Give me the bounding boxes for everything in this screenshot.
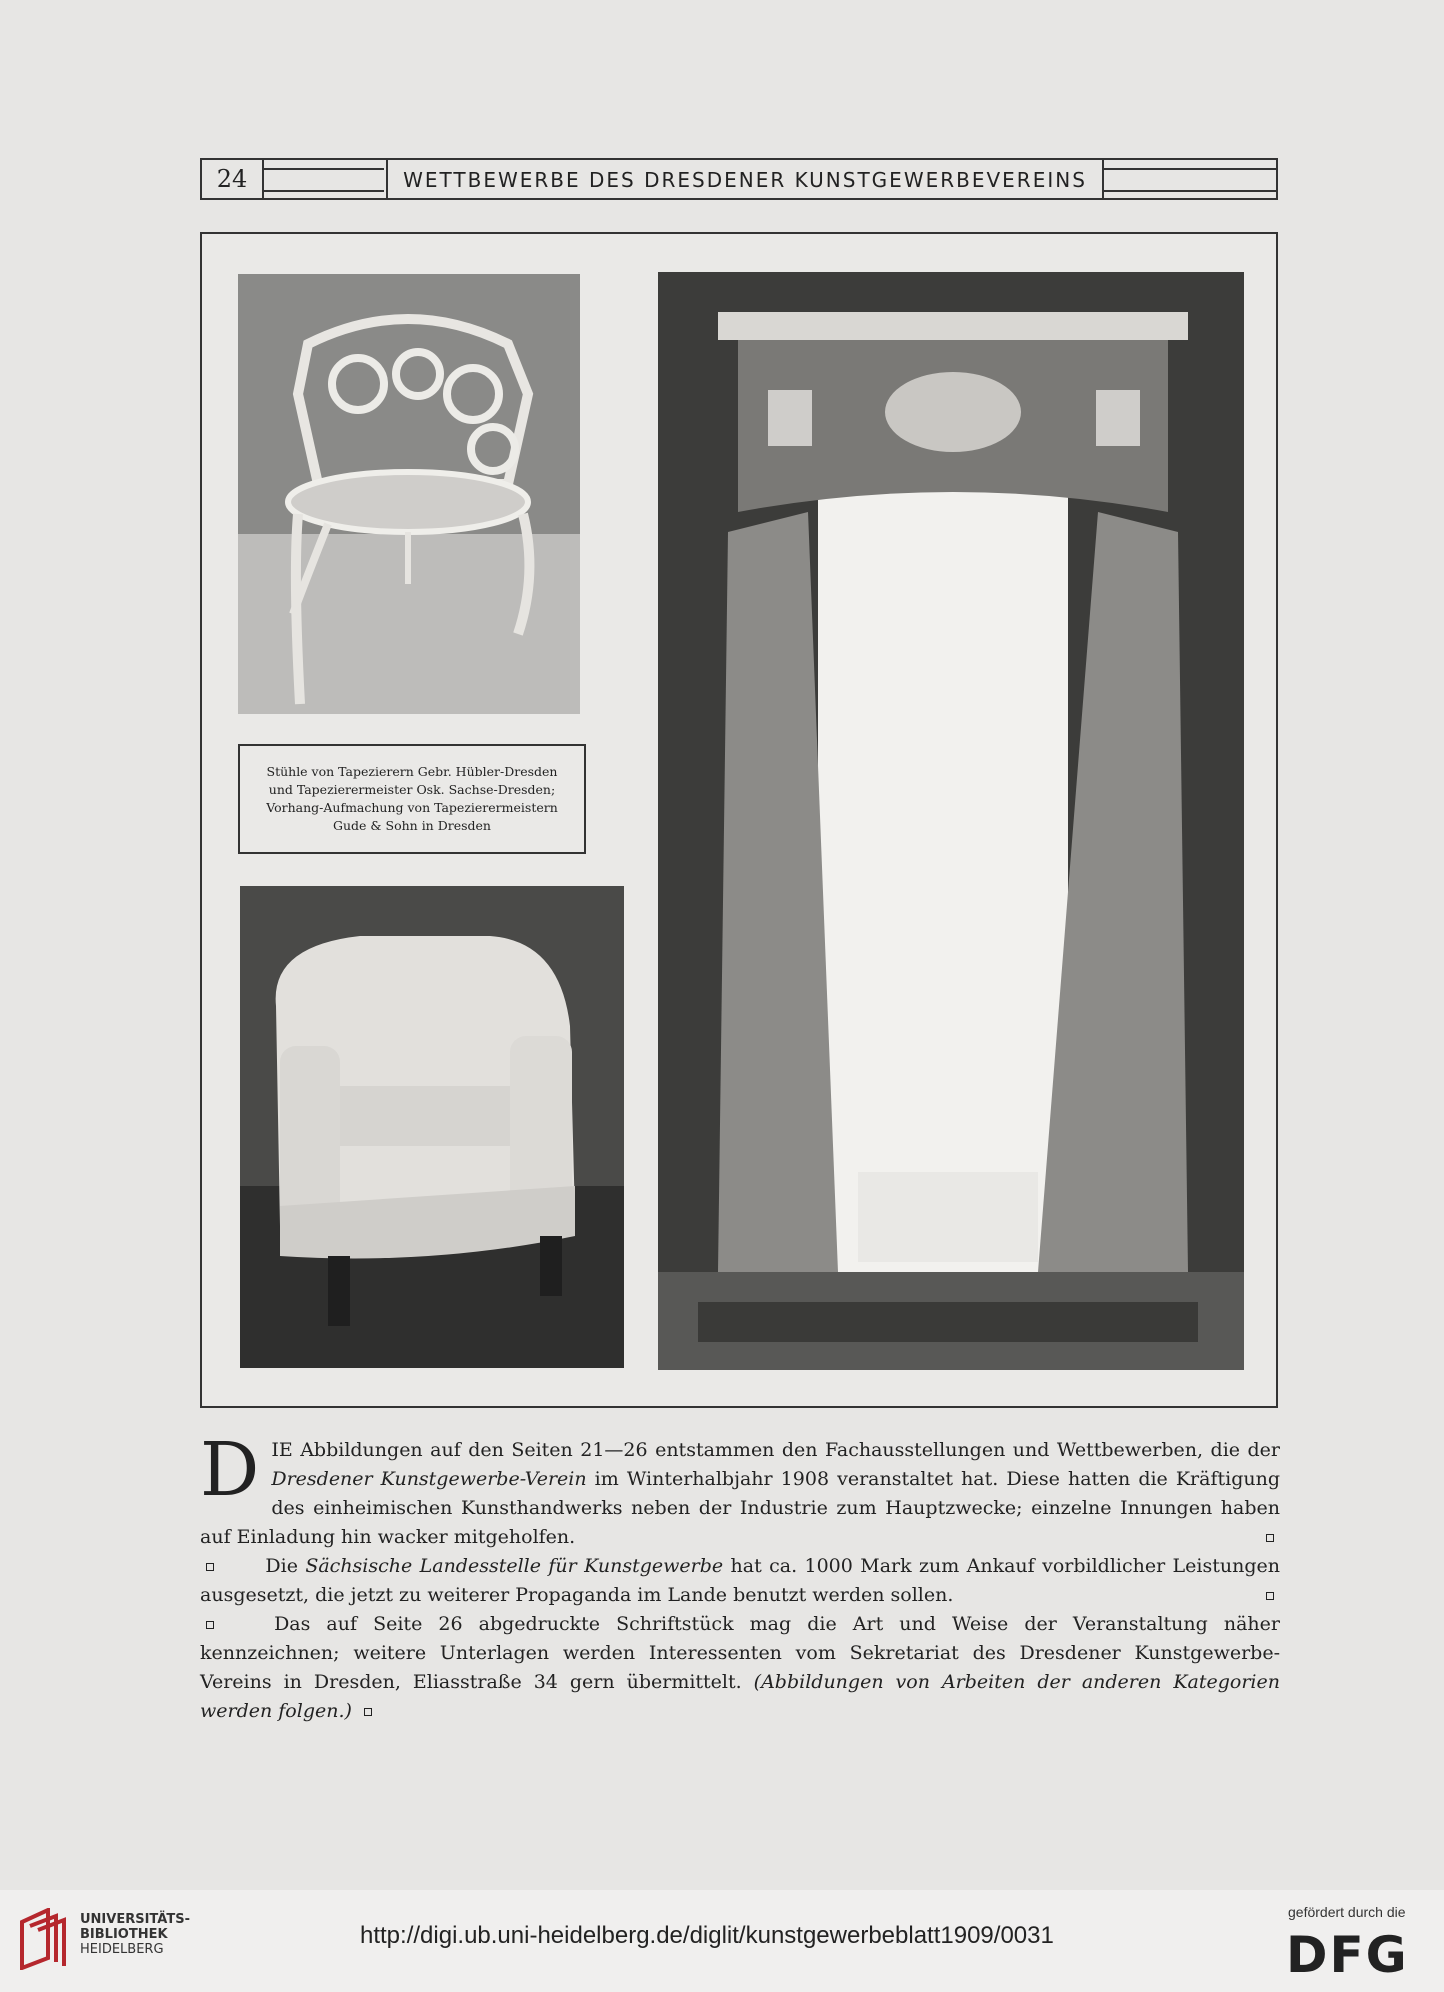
- paragraph-2: [200, 1552, 1280, 1610]
- paragraph-2-emphasis: Sächsische Landesstelle für Kunstgewerbe: [305, 1555, 724, 1577]
- running-header: [200, 158, 1278, 200]
- library-name: [80, 1912, 190, 1957]
- square-bullet-icon: [206, 1563, 214, 1571]
- armchair-illustration: [240, 886, 624, 1368]
- library-city: HEIDELBERG: [80, 1942, 164, 1957]
- figure-caption-box: [238, 744, 586, 854]
- square-bullet-icon: [364, 1708, 372, 1716]
- header-rule-left: [264, 168, 384, 192]
- chair-illustration: [238, 274, 580, 714]
- paragraph-3: [200, 1610, 1280, 1726]
- header-rule-right: [1102, 168, 1276, 192]
- paragraph-2-text-b: hat ca. 1000 Mark zum Ankauf vorbildlicher Leistungen ausgesetzt, die jetzt zu weiterer Propaganda im Lande benutzt werden sollen.: [200, 1555, 1280, 1606]
- paragraph-1: [200, 1427, 1281, 1552]
- paragraph-1-text-a: IE Abbildungen auf den Seiten 21—26 entstammen den Fachausstellungen und Wettbewerben, die der: [271, 1439, 1280, 1461]
- square-bullet-icon: [1266, 1534, 1274, 1542]
- square-bullet-icon: [206, 1621, 214, 1629]
- paragraph-3-emphasis: (Abbildungen von Arbeiten der anderen Kategorien werden folgen.): [200, 1671, 1280, 1722]
- photo-curtain-drapery: [658, 272, 1244, 1370]
- paragraph-2-text-a: Die: [265, 1555, 306, 1577]
- photo-armchair: [240, 886, 624, 1368]
- curtain-illustration: [658, 272, 1244, 1370]
- paragraph-1-text-b: im Winterhalbjahr 1908 veranstaltet hat. Diese hatten die Kräftigung des einheimischen Kunsthandwerks neben der Industrie zum Hauptzwecke; einzelne Innungen haben auf Einladung hin wacker mitgeholfen.: [200, 1468, 1281, 1548]
- funding-note: gefördert durch die: [1288, 1904, 1406, 1920]
- dfg-logo: DFG: [1286, 1926, 1409, 1984]
- paragraph-3-text-a: Das auf Seite 26 abgedruckte Schriftstück mag die Art und Weise der Veranstaltung näher kennzeichnen; weitere Unterlagen werden Interessenten vom Sekretariat des Dresdener Kunstgewerbe-Vereins in Dresden, Eliasstraße 34 gern übermittelt.: [200, 1613, 1280, 1693]
- figure-plate: [200, 232, 1278, 1408]
- photo-wooden-chair: [238, 274, 580, 714]
- running-title: WETTBEWERBE DES DRESDENER KUNSTGEWERBEVEREINS: [386, 160, 1104, 198]
- article-text: [200, 1427, 1281, 1726]
- digitization-footer: [0, 1890, 1444, 1992]
- library-name-text: UNIVERSITÄTS- BIBLIOTHEK: [80, 1912, 190, 1942]
- drop-cap: D: [200, 1427, 260, 1513]
- figure-caption: Stühle von Tapezierern Gebr. Hübler-Dresden und Tapezierermeister Osk. Sachse-Dresden; Vorhang-Aufmachung von Tapezierermeistern Gude & Sohn in Dresden: [266, 764, 558, 833]
- page-number: 24: [202, 160, 264, 198]
- ub-logo-icon: [18, 1908, 68, 1970]
- square-bullet-icon: [1266, 1592, 1274, 1600]
- permalink-url[interactable]: http://digi.ub.uni-heidelberg.de/diglit/kunstgewerbeblatt1909/0031: [360, 1922, 1054, 1949]
- paragraph-1-emphasis: Dresdener Kunstgewerbe-Verein: [271, 1468, 587, 1490]
